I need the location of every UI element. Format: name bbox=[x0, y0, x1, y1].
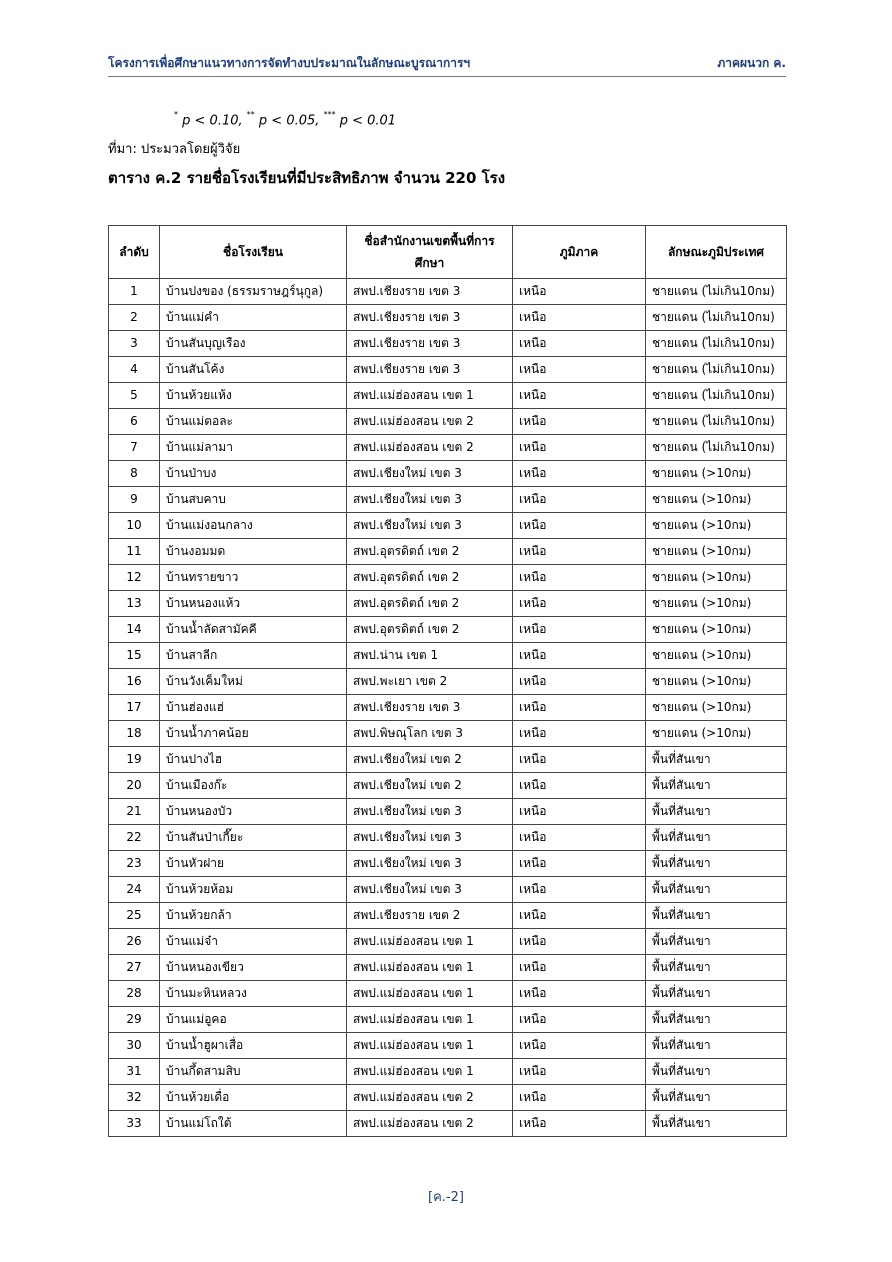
cell-school-name: บ้านแม่ลามา bbox=[160, 435, 347, 461]
cell-school-name: บ้านปงของ (ธรรมราษฎร์นุกูล) bbox=[160, 279, 347, 305]
cell-rank: 28 bbox=[109, 981, 160, 1007]
table-row bbox=[109, 747, 787, 773]
cell-terrain: ชายแดน (ไม่เกิน10กม) bbox=[646, 279, 787, 305]
cell-rank: 20 bbox=[109, 773, 160, 799]
cell-terrain: พื้นที่สันเขา bbox=[646, 981, 787, 1007]
cell-district-office: สพป.เชียงราย เขต 3 bbox=[347, 357, 513, 383]
cell-school-name: บ้านห้วยเดื่อ bbox=[160, 1085, 347, 1111]
cell-region: เหนือ bbox=[513, 799, 646, 825]
cell-terrain: ชายแดน (ไม่เกิน10กม) bbox=[646, 305, 787, 331]
cell-district-office: สพป.พะเยา เขต 2 bbox=[347, 669, 513, 695]
cell-rank: 33 bbox=[109, 1111, 160, 1137]
cell-rank: 10 bbox=[109, 513, 160, 539]
cell-region: เหนือ bbox=[513, 747, 646, 773]
cell-school-name: บ้านแม่คำ bbox=[160, 305, 347, 331]
cell-terrain: พื้นที่สันเขา bbox=[646, 851, 787, 877]
cell-school-name: บ้านฮ่องแฮ่ bbox=[160, 695, 347, 721]
cell-school-name: บ้านวังเค็มใหม่ bbox=[160, 669, 347, 695]
cell-rank: 16 bbox=[109, 669, 160, 695]
cell-rank: 17 bbox=[109, 695, 160, 721]
cell-rank: 9 bbox=[109, 487, 160, 513]
cell-terrain: พื้นที่สันเขา bbox=[646, 747, 787, 773]
cell-terrain: ชายแดน (ไม่เกิน10กม) bbox=[646, 357, 787, 383]
table-row bbox=[109, 1007, 787, 1033]
table-row bbox=[109, 773, 787, 799]
cell-region: เหนือ bbox=[513, 877, 646, 903]
cell-terrain: ชายแดน (ไม่เกิน10กม) bbox=[646, 435, 787, 461]
cell-rank: 3 bbox=[109, 331, 160, 357]
cell-region: เหนือ bbox=[513, 643, 646, 669]
cell-terrain: พื้นที่สันเขา bbox=[646, 955, 787, 981]
cell-region: เหนือ bbox=[513, 539, 646, 565]
cell-district-office: สพป.แม่ฮ่องสอน เขต 1 bbox=[347, 1059, 513, 1085]
cell-school-name: บ้านแม่โถใต้ bbox=[160, 1111, 347, 1137]
table-row bbox=[109, 331, 787, 357]
cell-school-name: บ้านงอมมด bbox=[160, 539, 347, 565]
cell-district-office: สพป.แม่ฮ่องสอน เขต 2 bbox=[347, 409, 513, 435]
cell-terrain: พื้นที่สันเขา bbox=[646, 825, 787, 851]
cell-region: เหนือ bbox=[513, 1007, 646, 1033]
cell-rank: 18 bbox=[109, 721, 160, 747]
page-header bbox=[108, 52, 786, 77]
cell-terrain: ชายแดน (>10กม) bbox=[646, 461, 787, 487]
table-row bbox=[109, 1033, 787, 1059]
cell-school-name: บ้านป่าบง bbox=[160, 461, 347, 487]
cell-district-office: สพป.แม่ฮ่องสอน เขต 1 bbox=[347, 383, 513, 409]
cell-rank: 1 bbox=[109, 279, 160, 305]
significance-p1: p < 0.10, bbox=[182, 113, 243, 129]
table-row bbox=[109, 721, 787, 747]
cell-school-name: บ้านหัวฝาย bbox=[160, 851, 347, 877]
table-row bbox=[109, 461, 787, 487]
cell-rank: 23 bbox=[109, 851, 160, 877]
cell-terrain: ชายแดน (ไม่เกิน10กม) bbox=[646, 409, 787, 435]
cell-rank: 4 bbox=[109, 357, 160, 383]
cell-district-office: สพป.อุตรดิตถ์ เขต 2 bbox=[347, 539, 513, 565]
header-rank: ลำดับ bbox=[109, 226, 160, 279]
table-row bbox=[109, 591, 787, 617]
header-terrain: ลักษณะภูมิประเทศ bbox=[646, 226, 787, 279]
cell-region: เหนือ bbox=[513, 331, 646, 357]
table-row bbox=[109, 695, 787, 721]
header-project-title: โครงการเพื่อศึกษาแนวทางการจัดทำงบประมาณในลักษณะบูรณาการฯ bbox=[108, 56, 471, 70]
table-row bbox=[109, 357, 787, 383]
table-row bbox=[109, 955, 787, 981]
cell-terrain: พื้นที่สันเขา bbox=[646, 903, 787, 929]
cell-district-office: สพป.พิษณุโลก เขต 3 bbox=[347, 721, 513, 747]
cell-district-office: สพป.เชียงใหม่ เขต 3 bbox=[347, 487, 513, 513]
cell-district-office: สพป.เชียงใหม่ เขต 3 bbox=[347, 877, 513, 903]
cell-district-office: สพป.อุตรดิตถ์ เขต 2 bbox=[347, 565, 513, 591]
table-row bbox=[109, 565, 787, 591]
cell-district-office: สพป.เชียงราย เขต 3 bbox=[347, 331, 513, 357]
cell-school-name: บ้านสันโค้ง bbox=[160, 357, 347, 383]
cell-school-name: บ้านน้ำลัดสามัคคี bbox=[160, 617, 347, 643]
cell-terrain: ชายแดน (>10กม) bbox=[646, 539, 787, 565]
table-row bbox=[109, 305, 787, 331]
table-row bbox=[109, 1085, 787, 1111]
source-note: ที่มา: ประมวลโดยผู้วิจัย bbox=[108, 142, 241, 157]
cell-district-office: สพป.แม่ฮ่องสอน เขต 1 bbox=[347, 929, 513, 955]
header-appendix-label: ภาคผนวก ค. bbox=[717, 56, 786, 70]
cell-rank: 31 bbox=[109, 1059, 160, 1085]
cell-region: เหนือ bbox=[513, 487, 646, 513]
cell-school-name: บ้านทรายขาว bbox=[160, 565, 347, 591]
table-row bbox=[109, 539, 787, 565]
cell-district-office: สพป.เชียงใหม่ เขต 2 bbox=[347, 773, 513, 799]
cell-terrain: พื้นที่สันเขา bbox=[646, 1085, 787, 1111]
cell-region: เหนือ bbox=[513, 357, 646, 383]
cell-school-name: บ้านหนองแห้ว bbox=[160, 591, 347, 617]
cell-school-name: บ้านสาลีก bbox=[160, 643, 347, 669]
table-row bbox=[109, 617, 787, 643]
cell-rank: 27 bbox=[109, 955, 160, 981]
cell-terrain: ชายแดน (>10กม) bbox=[646, 565, 787, 591]
cell-school-name: บ้านเมืองก๊ะ bbox=[160, 773, 347, 799]
cell-rank: 21 bbox=[109, 799, 160, 825]
cell-school-name: บ้านปางไฮ bbox=[160, 747, 347, 773]
table-row bbox=[109, 513, 787, 539]
header-district-office: ชื่อสำนักงานเขตพื้นที่การศึกษา bbox=[347, 226, 513, 279]
table-row bbox=[109, 799, 787, 825]
cell-school-name: บ้านหนองเขียว bbox=[160, 955, 347, 981]
cell-district-office: สพป.เชียงใหม่ เขต 3 bbox=[347, 825, 513, 851]
cell-rank: 19 bbox=[109, 747, 160, 773]
cell-rank: 7 bbox=[109, 435, 160, 461]
cell-terrain: ชายแดน (>10กม) bbox=[646, 695, 787, 721]
cell-rank: 5 bbox=[109, 383, 160, 409]
cell-district-office: สพป.แม่ฮ่องสอน เขต 1 bbox=[347, 1007, 513, 1033]
cell-rank: 12 bbox=[109, 565, 160, 591]
cell-school-name: บ้านแม่จ๋า bbox=[160, 929, 347, 955]
cell-rank: 14 bbox=[109, 617, 160, 643]
cell-region: เหนือ bbox=[513, 981, 646, 1007]
cell-region: เหนือ bbox=[513, 409, 646, 435]
cell-terrain: ชายแดน (>10กม) bbox=[646, 669, 787, 695]
cell-district-office: สพป.เชียงใหม่ เขต 3 bbox=[347, 461, 513, 487]
cell-district-office: สพป.แม่ฮ่องสอน เขต 1 bbox=[347, 955, 513, 981]
cell-rank: 29 bbox=[109, 1007, 160, 1033]
cell-region: เหนือ bbox=[513, 1033, 646, 1059]
table-row bbox=[109, 1111, 787, 1137]
cell-district-office: สพป.เชียงราย เขต 3 bbox=[347, 279, 513, 305]
cell-school-name: บ้านแม่งอนกลาง bbox=[160, 513, 347, 539]
cell-region: เหนือ bbox=[513, 773, 646, 799]
cell-terrain: ชายแดน (ไม่เกิน10กม) bbox=[646, 383, 787, 409]
cell-district-office: สพป.แม่ฮ่องสอน เขต 2 bbox=[347, 435, 513, 461]
cell-district-office: สพป.เชียงใหม่ เขต 3 bbox=[347, 513, 513, 539]
cell-school-name: บ้านสบคาบ bbox=[160, 487, 347, 513]
cell-terrain: ชายแดน (ไม่เกิน10กม) bbox=[646, 331, 787, 357]
cell-school-name: บ้านกึ้ดสามสิบ bbox=[160, 1059, 347, 1085]
cell-terrain: ชายแดน (>10กม) bbox=[646, 617, 787, 643]
table-row bbox=[109, 1059, 787, 1085]
cell-terrain: พื้นที่สันเขา bbox=[646, 1007, 787, 1033]
cell-region: เหนือ bbox=[513, 1111, 646, 1137]
cell-region: เหนือ bbox=[513, 929, 646, 955]
table-row bbox=[109, 279, 787, 305]
cell-terrain: พื้นที่สันเขา bbox=[646, 929, 787, 955]
cell-district-office: สพป.น่าน เขต 1 bbox=[347, 643, 513, 669]
cell-district-office: สพป.เชียงใหม่ เขต 3 bbox=[347, 799, 513, 825]
cell-district-office: สพป.เชียงใหม่ เขต 2 bbox=[347, 747, 513, 773]
cell-school-name: บ้านแม่อูคอ bbox=[160, 1007, 347, 1033]
table-row bbox=[109, 981, 787, 1007]
cell-district-office: สพป.แม่ฮ่องสอน เขต 2 bbox=[347, 1085, 513, 1111]
cell-region: เหนือ bbox=[513, 695, 646, 721]
cell-region: เหนือ bbox=[513, 825, 646, 851]
cell-rank: 25 bbox=[109, 903, 160, 929]
cell-terrain: พื้นที่สันเขา bbox=[646, 773, 787, 799]
cell-district-office: สพป.เชียงราย เขต 2 bbox=[347, 903, 513, 929]
table-row bbox=[109, 929, 787, 955]
table-header-row bbox=[109, 226, 787, 279]
cell-school-name: บ้านแม่ตอละ bbox=[160, 409, 347, 435]
cell-school-name: บ้านห้วยกล้า bbox=[160, 903, 347, 929]
table-row bbox=[109, 383, 787, 409]
cell-school-name: บ้านสันป่าเกี๊ยะ bbox=[160, 825, 347, 851]
cell-rank: 8 bbox=[109, 461, 160, 487]
cell-rank: 11 bbox=[109, 539, 160, 565]
table-row bbox=[109, 435, 787, 461]
cell-region: เหนือ bbox=[513, 565, 646, 591]
cell-terrain: ชายแดน (>10กม) bbox=[646, 591, 787, 617]
cell-district-office: สพป.อุตรดิตถ์ เขต 2 bbox=[347, 617, 513, 643]
table-row bbox=[109, 487, 787, 513]
cell-school-name: บ้านหนองบัว bbox=[160, 799, 347, 825]
cell-terrain: ชายแดน (>10กม) bbox=[646, 721, 787, 747]
cell-terrain: ชายแดน (>10กม) bbox=[646, 513, 787, 539]
table-row bbox=[109, 851, 787, 877]
cell-district-office: สพป.แม่ฮ่องสอน เขต 1 bbox=[347, 1033, 513, 1059]
page-number: [ค.-2] bbox=[428, 1190, 464, 1205]
cell-region: เหนือ bbox=[513, 955, 646, 981]
table-row bbox=[109, 669, 787, 695]
cell-region: เหนือ bbox=[513, 383, 646, 409]
cell-rank: 32 bbox=[109, 1085, 160, 1111]
cell-region: เหนือ bbox=[513, 435, 646, 461]
cell-district-office: สพป.อุตรดิตถ์ เขต 2 bbox=[347, 591, 513, 617]
cell-rank: 26 bbox=[109, 929, 160, 955]
cell-district-office: สพป.แม่ฮ่องสอน เขต 2 bbox=[347, 1111, 513, 1137]
cell-region: เหนือ bbox=[513, 305, 646, 331]
cell-terrain: พื้นที่สันเขา bbox=[646, 1059, 787, 1085]
cell-region: เหนือ bbox=[513, 721, 646, 747]
cell-district-office: สพป.เชียงราย เขต 3 bbox=[347, 305, 513, 331]
cell-rank: 6 bbox=[109, 409, 160, 435]
cell-rank: 2 bbox=[109, 305, 160, 331]
cell-school-name: บ้านห้วยแห้ง bbox=[160, 383, 347, 409]
significance-p3: p < 0.01 bbox=[339, 113, 397, 129]
cell-terrain: ชายแดน (>10กม) bbox=[646, 487, 787, 513]
cell-school-name: บ้านสันบุญเรือง bbox=[160, 331, 347, 357]
cell-school-name: บ้านมะหินหลวง bbox=[160, 981, 347, 1007]
table-row bbox=[109, 877, 787, 903]
cell-rank: 13 bbox=[109, 591, 160, 617]
table-row bbox=[109, 643, 787, 669]
cell-school-name: บ้านน้ำภาคน้อย bbox=[160, 721, 347, 747]
header-region: ภูมิภาค bbox=[513, 226, 646, 279]
cell-terrain: พื้นที่สันเขา bbox=[646, 799, 787, 825]
cell-region: เหนือ bbox=[513, 513, 646, 539]
cell-school-name: บ้านห้วยห้อม bbox=[160, 877, 347, 903]
header-school-name: ชื่อโรงเรียน bbox=[160, 226, 347, 279]
significance-note: * p < 0.10, ** p < 0.05, *** p < 0.01 bbox=[174, 110, 397, 129]
cell-terrain: พื้นที่สันเขา bbox=[646, 1033, 787, 1059]
table-row bbox=[109, 825, 787, 851]
cell-terrain: พื้นที่สันเขา bbox=[646, 877, 787, 903]
cell-region: เหนือ bbox=[513, 461, 646, 487]
cell-region: เหนือ bbox=[513, 851, 646, 877]
cell-terrain: ชายแดน (>10กม) bbox=[646, 643, 787, 669]
cell-rank: 30 bbox=[109, 1033, 160, 1059]
cell-district-office: สพป.แม่ฮ่องสอน เขต 1 bbox=[347, 981, 513, 1007]
cell-region: เหนือ bbox=[513, 617, 646, 643]
schools-table bbox=[108, 225, 787, 1137]
cell-region: เหนือ bbox=[513, 903, 646, 929]
cell-district-office: สพป.เชียงราย เขต 3 bbox=[347, 695, 513, 721]
cell-terrain: พื้นที่สันเขา bbox=[646, 1111, 787, 1137]
cell-rank: 24 bbox=[109, 877, 160, 903]
table-row bbox=[109, 903, 787, 929]
cell-district-office: สพป.เชียงใหม่ เขต 3 bbox=[347, 851, 513, 877]
cell-region: เหนือ bbox=[513, 279, 646, 305]
cell-region: เหนือ bbox=[513, 1085, 646, 1111]
cell-region: เหนือ bbox=[513, 1059, 646, 1085]
cell-school-name: บ้านน้ำฮูผาเสื่อ bbox=[160, 1033, 347, 1059]
table-row bbox=[109, 409, 787, 435]
cell-rank: 22 bbox=[109, 825, 160, 851]
cell-region: เหนือ bbox=[513, 669, 646, 695]
table-body bbox=[109, 279, 787, 1137]
cell-rank: 15 bbox=[109, 643, 160, 669]
cell-region: เหนือ bbox=[513, 591, 646, 617]
significance-p2: p < 0.05, bbox=[258, 113, 320, 129]
table-title: ตาราง ค.2 รายชื่อโรงเรียนที่มีประสิทธิภาพ จำนวน 220 โรง bbox=[108, 169, 506, 187]
